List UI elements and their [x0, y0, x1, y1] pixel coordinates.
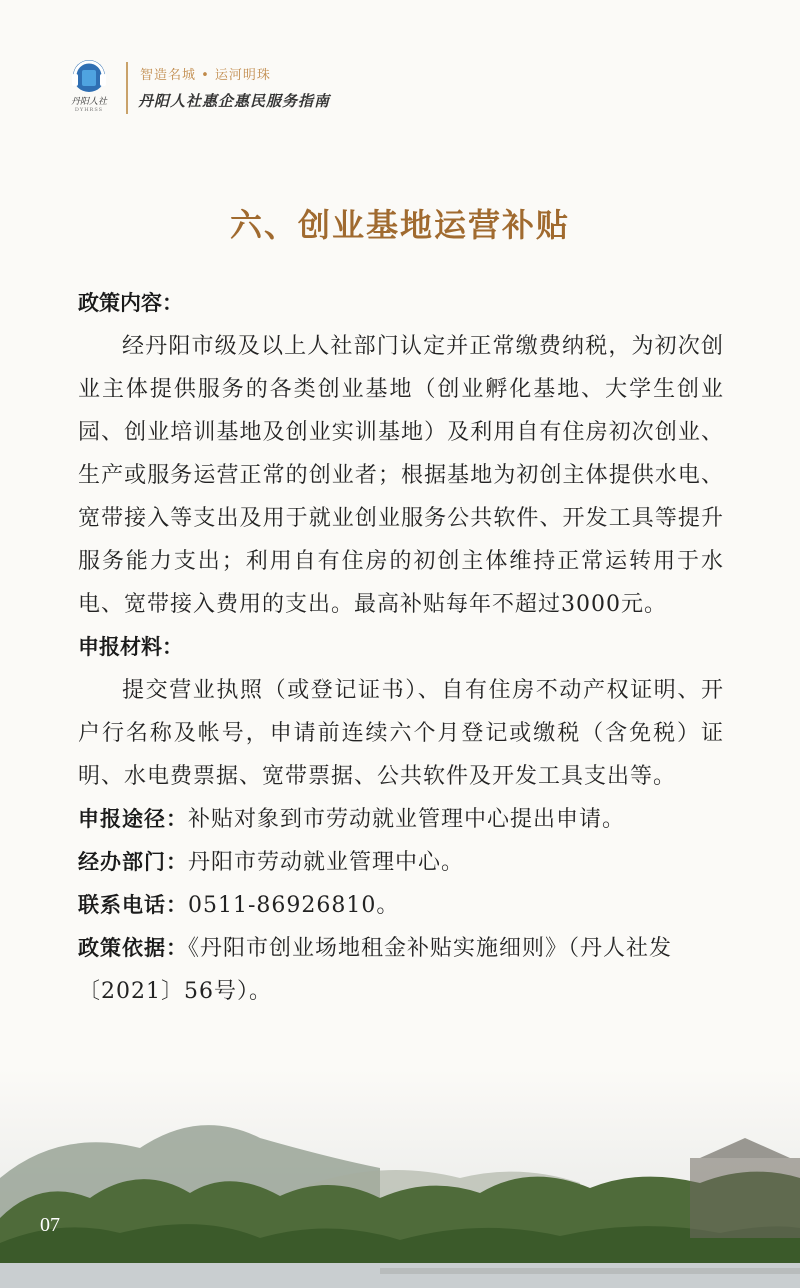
dept-label: 经办部门： — [78, 850, 188, 874]
channel-label: 申报途径： — [78, 807, 188, 831]
phone-label: 联系电话： — [78, 893, 188, 917]
policy-text: 经丹阳市级及以上人社部门认定并正常缴费纳税，为初次创业主体提供服务的各类创业基地（创业孵化基地、大学生创业园、创业培训基地及创业实训基地）及利用自有住房初次创业、生产或服务运营正常的创业者；根据基地为初创主体提供水电、宽带接入等支出及用于就业创业服务公共软件、开发工具等提升服务能力支出；利用自有住房的初创主体维持正常运转用于水电、宽带接入费用的支出。最高补贴每年不超过3000元。 — [78, 334, 724, 617]
channel-text: 补贴对象到市劳动就业管理中心提出申请。 — [188, 807, 626, 832]
basis-label: 政策依据： — [78, 936, 188, 960]
page-number: 07 — [40, 1214, 60, 1236]
dept-text: 丹阳市劳动就业管理中心。 — [188, 850, 465, 875]
basis-text: 《丹阳市创业场地租金补贴实施细则》（丹人社发〔2021〕56号）。 — [78, 936, 673, 1004]
policy-label: 政策内容： — [78, 291, 183, 315]
logo-subtext: DYHRSS — [74, 107, 104, 113]
phone-text: 0511-86926810。 — [188, 893, 400, 918]
page-title: 六、创业基地运营补贴 — [229, 206, 570, 244]
content — [78, 282, 724, 1013]
basis-row — [78, 927, 724, 1013]
channel-row — [78, 798, 724, 841]
materials-label: 申报材料： — [78, 635, 183, 659]
header — [60, 52, 480, 122]
header-divider — [126, 62, 128, 114]
guide-title: 丹阳人社惠企惠民服务指南 — [138, 92, 331, 110]
header-slogan: 智造名城 • 运河明珠 — [140, 68, 271, 83]
logo-text: 丹阳人社 — [70, 97, 107, 107]
materials-text: 提交营业执照（或登记证书）、自有住房不动产权证明、开户行名称及帐号，申请前连续六个月登记或缴税（含免税）证明、水电费票据、宽带票据、公共软件及开发工具支出等。 — [78, 678, 724, 789]
landscape-image — [0, 1068, 800, 1288]
dept-row — [78, 841, 724, 884]
phone-row — [78, 884, 724, 927]
